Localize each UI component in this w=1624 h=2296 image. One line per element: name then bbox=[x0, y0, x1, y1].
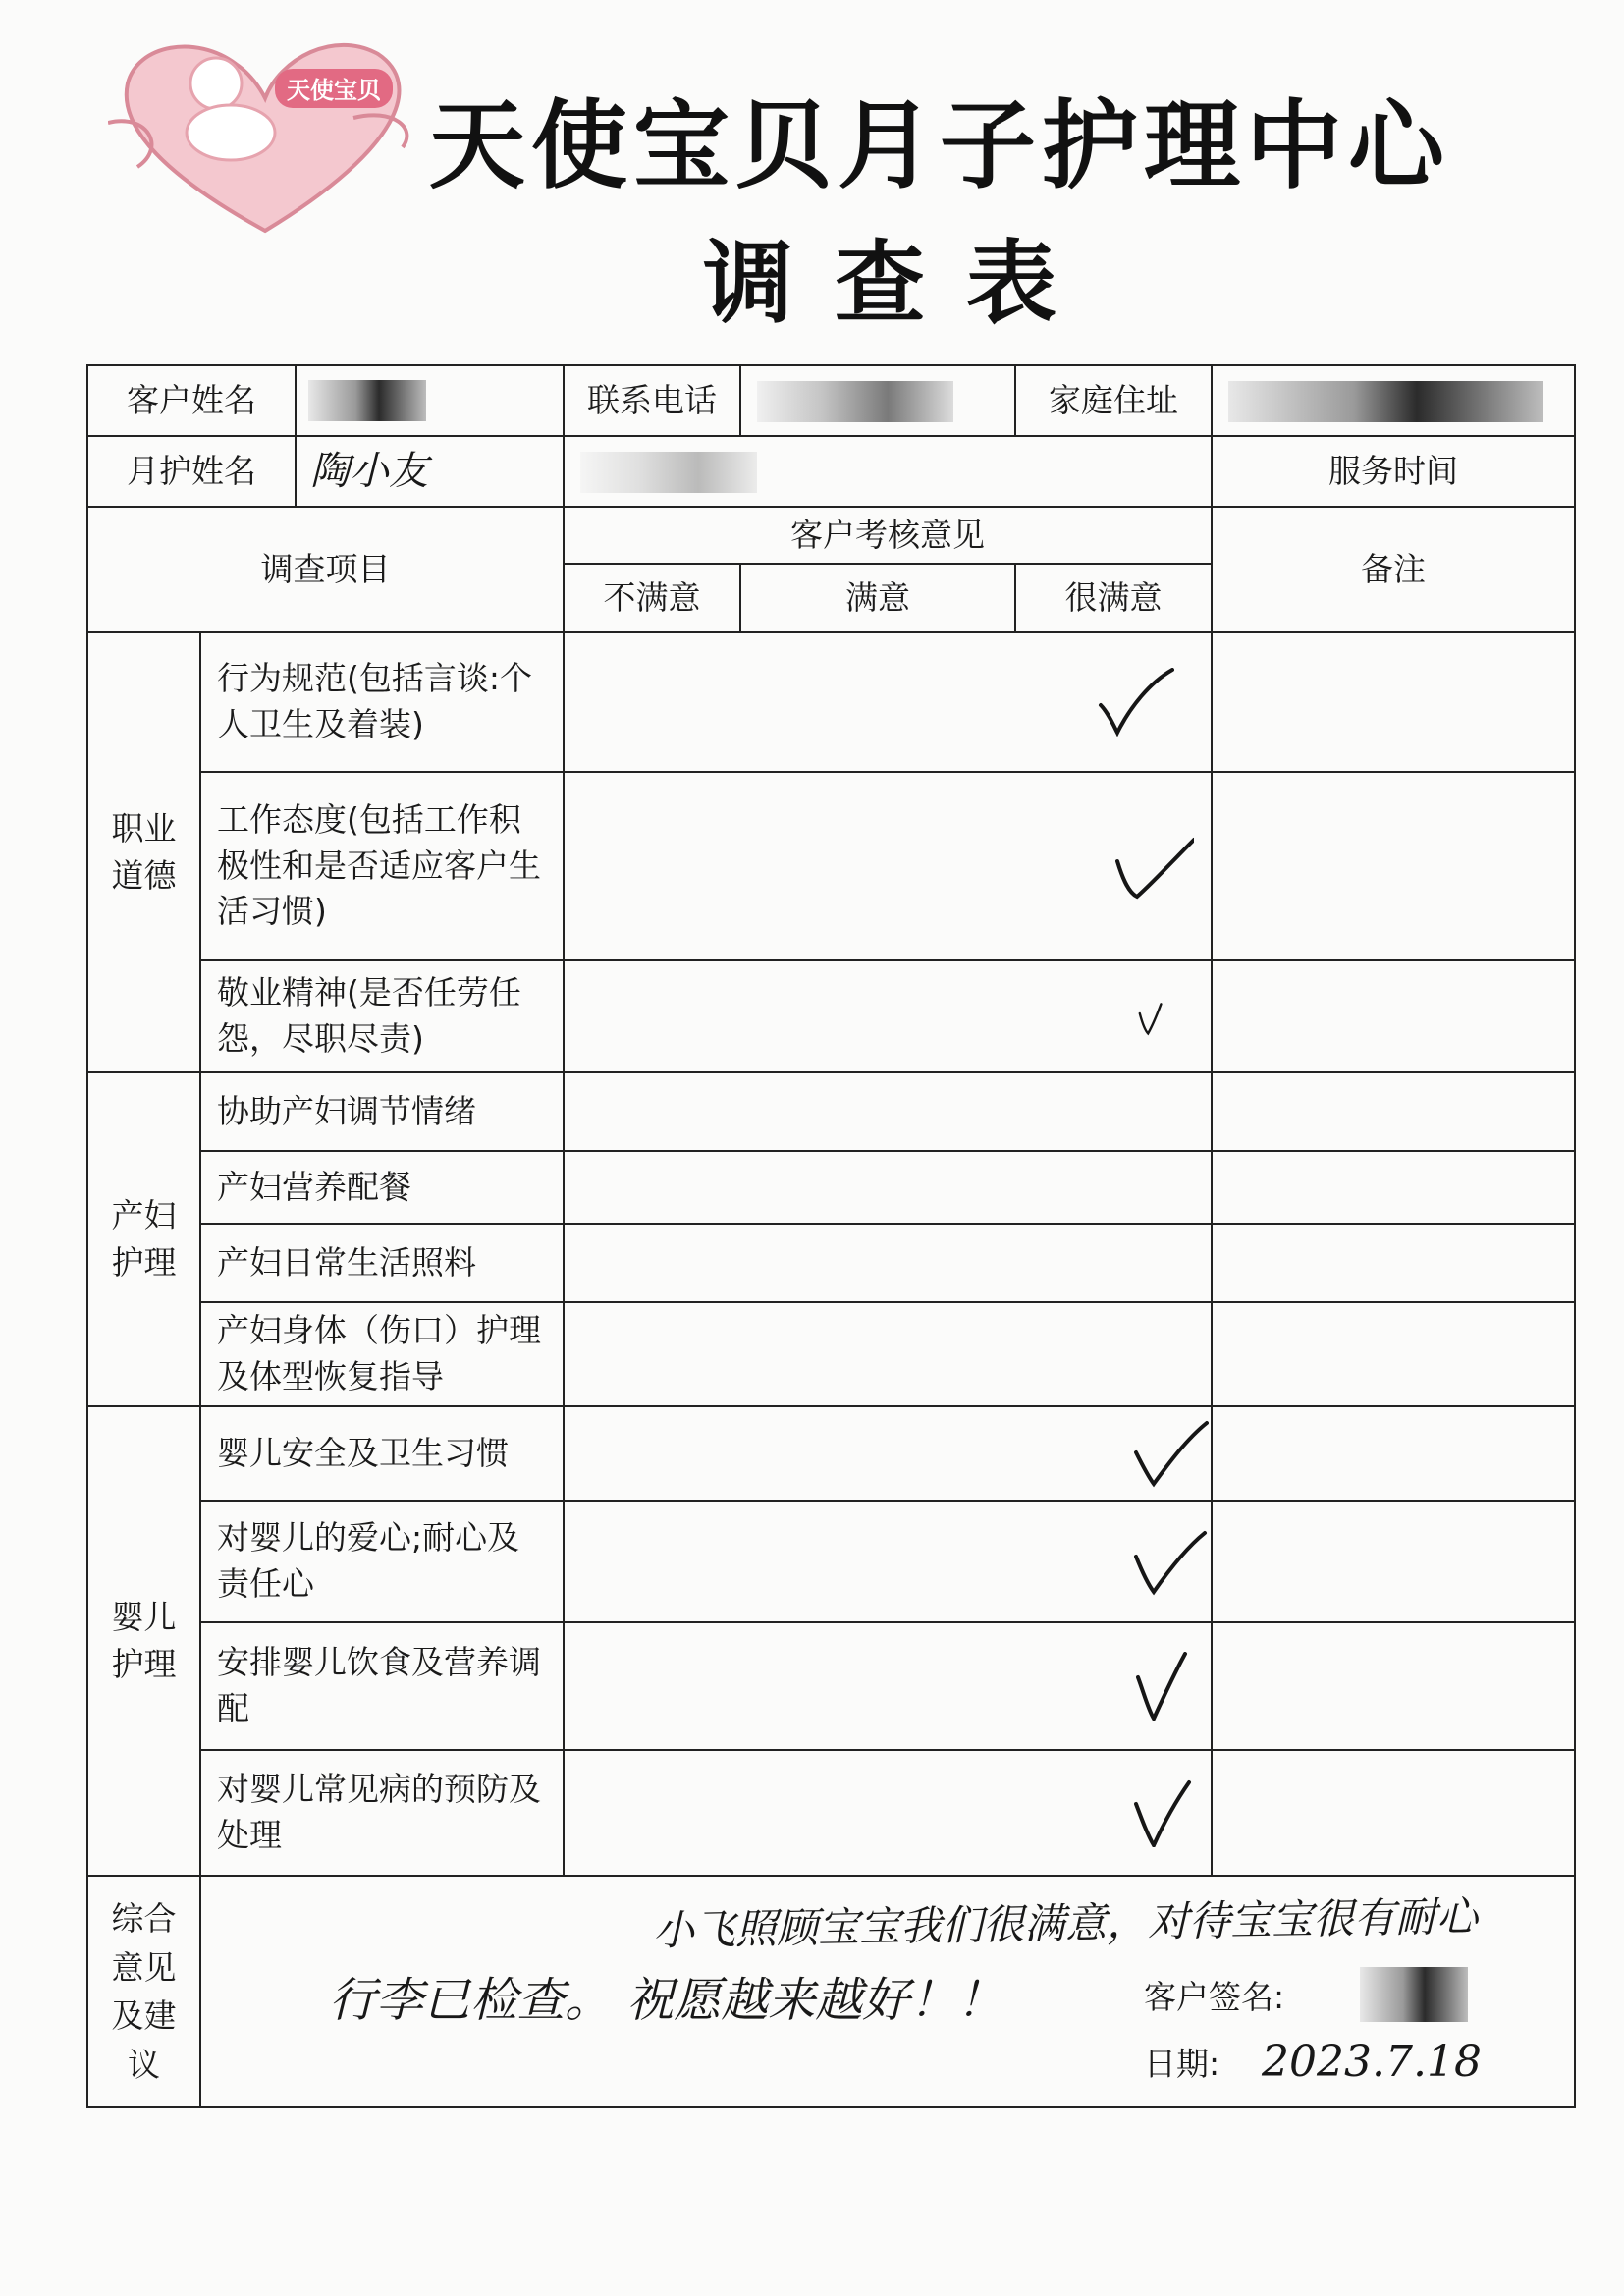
signature-redacted bbox=[1360, 1967, 1468, 2022]
date-label: 日期: bbox=[1144, 2045, 1220, 2083]
category-label-line1: 职业 bbox=[111, 809, 177, 848]
customer-info-cell bbox=[87, 365, 564, 436]
rating-infant-diet bbox=[564, 1622, 1212, 1750]
nanny-name-label: 月护姓名 bbox=[88, 437, 297, 506]
nanny-phone-redacted bbox=[564, 436, 1212, 507]
form-title: 调查表 bbox=[702, 231, 1098, 336]
item-recovery: 产妇身体（伤口）护理及体型恢复指导 bbox=[200, 1302, 564, 1406]
remark-infant-disease bbox=[1212, 1750, 1575, 1876]
rating-emotion bbox=[564, 1072, 1212, 1151]
category-infant-care bbox=[87, 1406, 200, 1876]
summary-label-line4: 议 bbox=[128, 2045, 160, 2084]
address-label: 家庭住址 bbox=[1015, 365, 1212, 436]
rating-behavior bbox=[564, 632, 1212, 772]
remark-recovery bbox=[1212, 1302, 1575, 1406]
nanny-info-cell bbox=[87, 436, 564, 507]
checkmark-icon bbox=[1096, 668, 1174, 737]
date-value: 2023.7.18 bbox=[1262, 2037, 1482, 2087]
checkmark-icon bbox=[1115, 832, 1194, 901]
remark-behavior bbox=[1212, 632, 1575, 772]
remark-daily-care bbox=[1212, 1224, 1575, 1302]
checkmark-icon bbox=[1130, 1527, 1209, 1596]
category-label-line2: 护理 bbox=[111, 1645, 177, 1683]
rating-infant-love bbox=[564, 1501, 1212, 1622]
phone-value-redacted bbox=[740, 365, 1015, 436]
service-time-label: 服务时间 bbox=[1212, 436, 1575, 507]
rating-nutrition bbox=[564, 1151, 1212, 1224]
category-label-line1: 婴儿 bbox=[111, 1598, 177, 1637]
remark-infant-love bbox=[1212, 1501, 1575, 1622]
item-infant-disease: 对婴儿常见病的预防及处理 bbox=[200, 1750, 564, 1876]
item-attitude: 工作态度(包括工作积极性和是否适应客户生活习惯) bbox=[200, 772, 564, 960]
summary-label-line1: 综合 bbox=[111, 1899, 177, 1938]
category-label-line1: 产妇 bbox=[111, 1196, 177, 1235]
item-nutrition: 产妇营养配餐 bbox=[200, 1151, 564, 1224]
org-title: 天使宝贝月子护理中心 bbox=[428, 90, 1450, 202]
category-label-line2: 道德 bbox=[111, 856, 177, 895]
checkmark-icon bbox=[1130, 1778, 1209, 1847]
remark-infant-safety bbox=[1212, 1406, 1575, 1501]
signature-label: 客户签名: bbox=[1144, 1978, 1285, 2016]
category-label-line2: 护理 bbox=[111, 1243, 177, 1282]
summary-label-line3: 及建 bbox=[111, 1996, 177, 2035]
checkmark-icon bbox=[1130, 1652, 1209, 1721]
item-emotion: 协助产妇调节情绪 bbox=[200, 1072, 564, 1151]
remark-infant-diet bbox=[1212, 1622, 1575, 1750]
summary-handwriting-line1: 小飞照顾宝宝我们很满意，对待宝宝很有耐心 bbox=[652, 1891, 1479, 1955]
customer-name-label: 客户姓名 bbox=[88, 366, 297, 435]
rating-attitude bbox=[564, 772, 1212, 960]
item-behavior: 行为规范(包括言谈:个人卫生及着装) bbox=[200, 632, 564, 772]
category-professional-ethics bbox=[87, 632, 200, 1072]
customer-name-value-redacted bbox=[297, 366, 426, 435]
nanny-name-value: 陶小友 bbox=[310, 448, 428, 494]
rating-dedication bbox=[564, 960, 1212, 1072]
remark-attitude bbox=[1212, 772, 1575, 960]
item-infant-diet: 安排婴儿饮食及营养调配 bbox=[200, 1622, 564, 1750]
opinion-header: 客户考核意见 bbox=[564, 507, 1212, 564]
summary-handwriting-line2: 行李已检查。 祝愿越来越好！！ bbox=[329, 1973, 1004, 2028]
col-satisfied: 满意 bbox=[740, 564, 1015, 632]
item-infant-love: 对婴儿的爱心;耐心及责任心 bbox=[200, 1501, 564, 1622]
remark-emotion bbox=[1212, 1072, 1575, 1151]
col-unsatisfied: 不满意 bbox=[564, 564, 740, 632]
item-dedication: 敬业精神(是否任劳任怨，尽职尽责) bbox=[200, 960, 564, 1072]
logo-text: 天使宝贝 bbox=[287, 77, 381, 104]
rating-infant-disease bbox=[564, 1750, 1212, 1876]
remark-nutrition bbox=[1212, 1151, 1575, 1224]
item-infant-safety: 婴儿安全及卫生习惯 bbox=[200, 1406, 564, 1501]
checkmark-icon bbox=[1130, 1419, 1209, 1488]
rating-infant-safety bbox=[564, 1406, 1212, 1501]
rating-daily-care bbox=[564, 1224, 1212, 1302]
phone-label: 联系电话 bbox=[564, 365, 740, 436]
remarks-header: 备注 bbox=[1212, 507, 1575, 632]
survey-table bbox=[86, 364, 1576, 2108]
category-maternal-care bbox=[87, 1072, 200, 1406]
checkmark-icon bbox=[1135, 989, 1182, 1044]
items-header: 调查项目 bbox=[87, 507, 564, 632]
summary-label bbox=[87, 1876, 200, 2107]
remark-dedication bbox=[1212, 960, 1575, 1072]
summary-content bbox=[200, 1876, 1575, 2107]
col-very-satisfied: 很满意 bbox=[1015, 564, 1212, 632]
item-daily-care: 产妇日常生活照料 bbox=[200, 1224, 564, 1302]
address-value-redacted bbox=[1212, 365, 1575, 436]
rating-recovery bbox=[564, 1302, 1212, 1406]
summary-label-line2: 意见 bbox=[111, 1947, 177, 1987]
